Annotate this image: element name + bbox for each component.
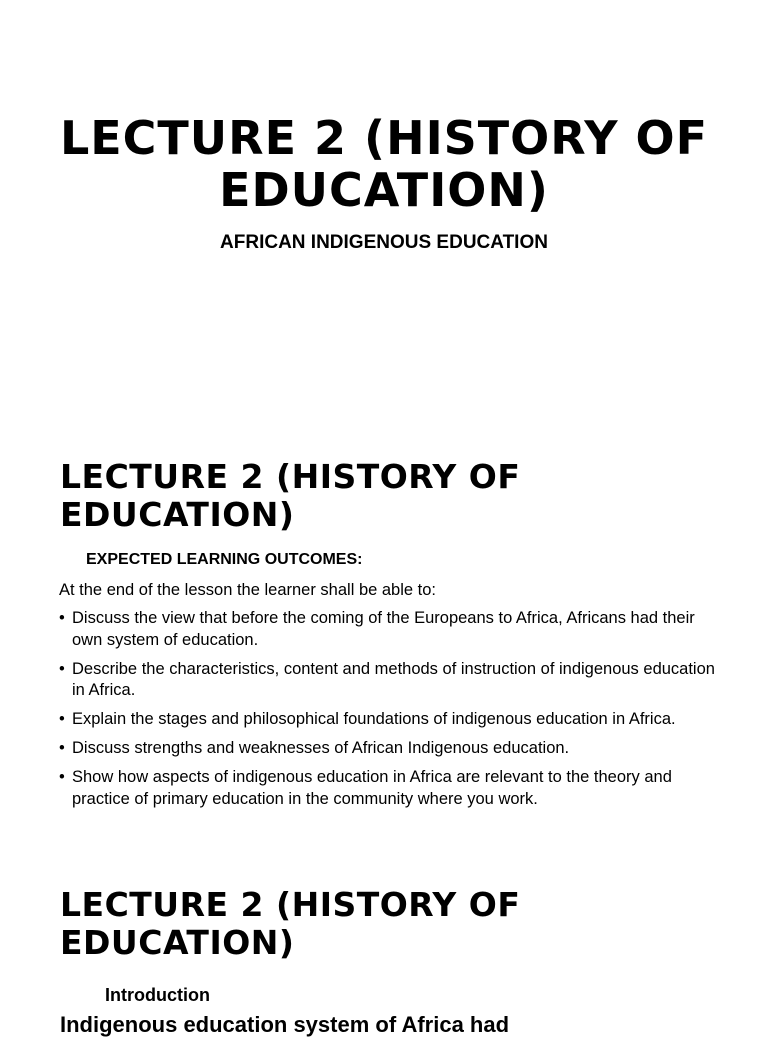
bullet-icon: • [59,609,65,627]
partial-text: Indigenous education system of Africa had [60,1012,510,1037]
list-item [59,709,719,731]
title-slide [0,0,768,420]
list-item-text: Discuss strengths and weaknesses of African Indigenous education. [72,739,570,757]
list-item-text: Explain the stages and philosophical foundations of indigenous education in Africa. [72,710,676,728]
learning-outcomes-slide [0,420,768,860]
list-item [59,738,719,760]
list-item [59,659,719,702]
introduction-heading: Introduction [105,985,210,1005]
bullet-icon: • [59,768,65,786]
list-item [59,608,719,651]
bullet-icon: • [59,739,65,757]
slide-heading: LECTURE 2 (HISTORY OF EDUCATION) [60,457,521,534]
list-item-text: Discuss the view that before the coming of the Europeans to Africa, Africans had their own system of education. [72,609,695,649]
slide-subtitle: AFRICAN INDIGENOUS EDUCATION [220,232,548,253]
list-item-text: Describe the characteristics, content and methods of instruction of indigenous education in Africa. [72,659,715,699]
outcomes-heading: EXPECTED LEARNING OUTCOMES: [86,551,363,568]
list-item-text: Show how aspects of indigenous education in Africa are relevant to the theory and practice of primary education in the community where you work. [72,768,672,808]
partial-text-line [60,1012,720,1037]
outcomes-intro: At the end of the lesson the learner shall be able to: [59,581,437,599]
introduction-slide [0,860,768,1037]
slide-title: LECTURE 2 (HISTORY OF EDUCATION) [59,111,709,217]
bullet-icon: • [59,659,65,678]
outcomes-list [59,608,719,818]
slide-heading: LECTURE 2 (HISTORY OF EDUCATION) [60,885,521,962]
bullet-icon: • [59,710,65,728]
list-item [59,767,719,810]
